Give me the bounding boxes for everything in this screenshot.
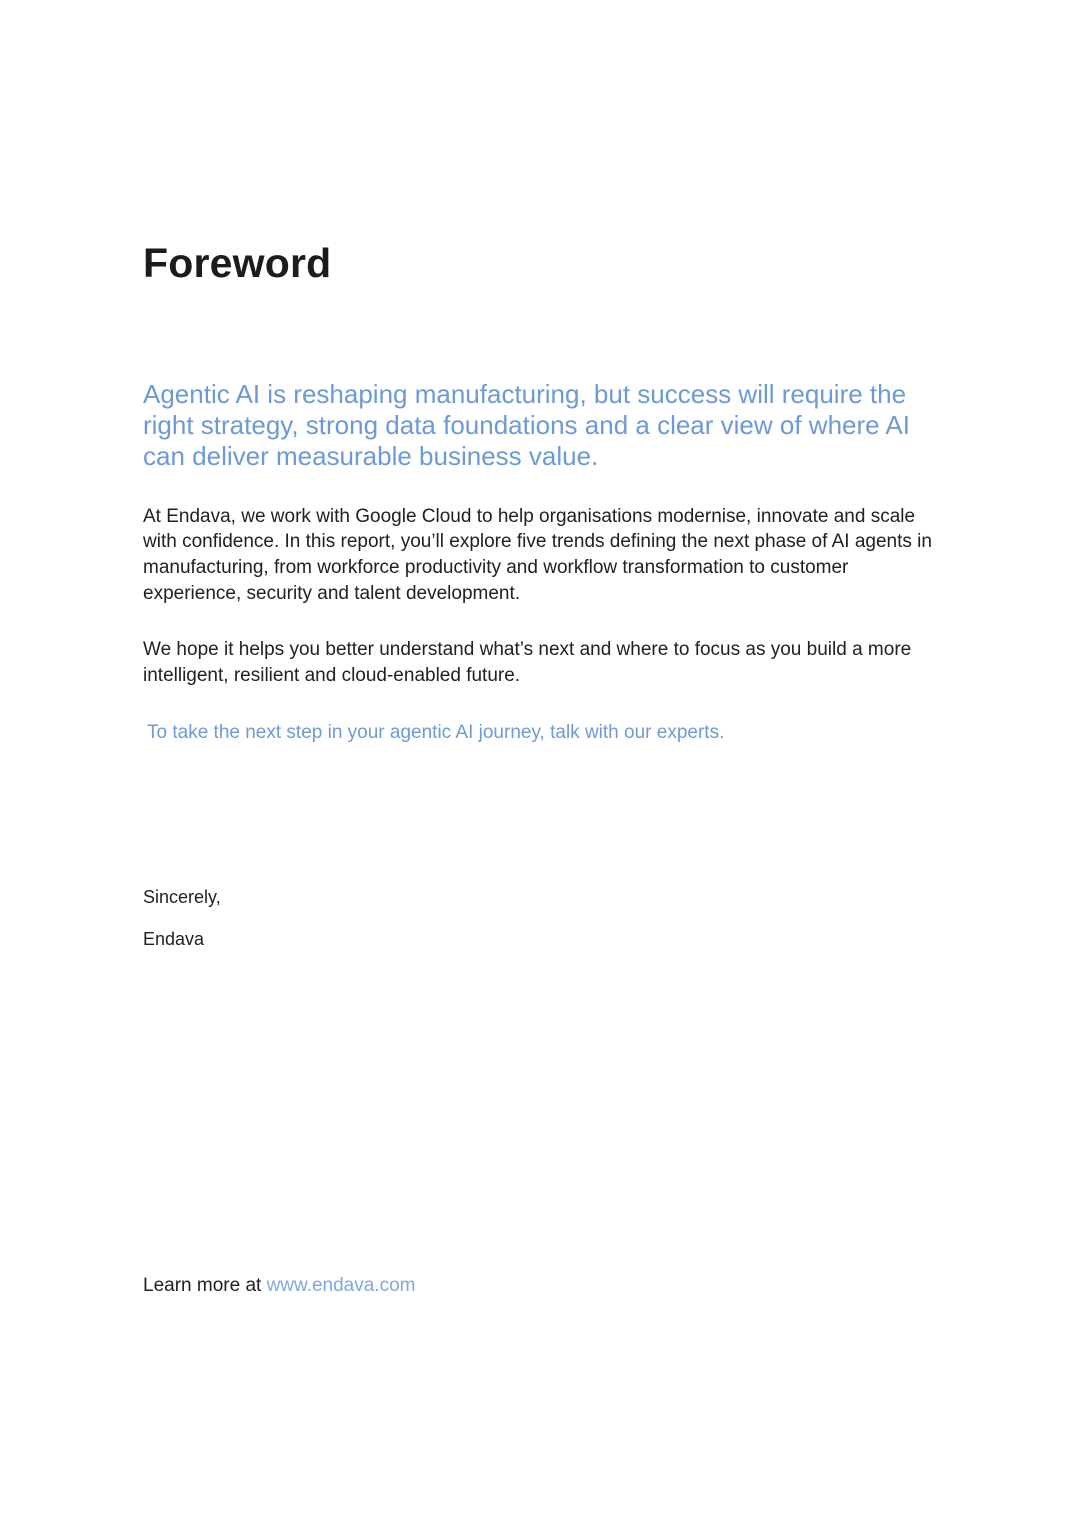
footer-prefix: Learn more at — [143, 1275, 267, 1296]
signoff-salutation: Sincerely, — [143, 887, 221, 908]
experts-link[interactable]: To take the next step in your agentic AI journey, talk with our experts. — [147, 721, 725, 743]
footer — [143, 1274, 415, 1299]
page-title: Foreword — [143, 240, 332, 286]
body-paragraph-2: We hope it helps you better understand what’s next and where to focus as you build a more intelligent, resilient and cloud-enabled future. — [143, 639, 912, 686]
page-content — [143, 0, 938, 950]
body-paragraph-1: At Endava, we work with Google Cloud to help organisations modernise, innovate and scale with confidence. In this report, you’ll explore five trends defining the next phase of AI agents in manufacturing, from workforce productivity and workflow transformation to customer experience, security and talent development. — [143, 505, 932, 604]
endava-website-link[interactable]: www.endava.com — [266, 1275, 416, 1296]
signoff-name: Endava — [143, 928, 205, 949]
lede-paragraph: Agentic AI is reshaping manufacturing, but success will require the right strategy, strong data foundations and a clear view of where AI can deliver measurable business value. — [143, 379, 910, 472]
